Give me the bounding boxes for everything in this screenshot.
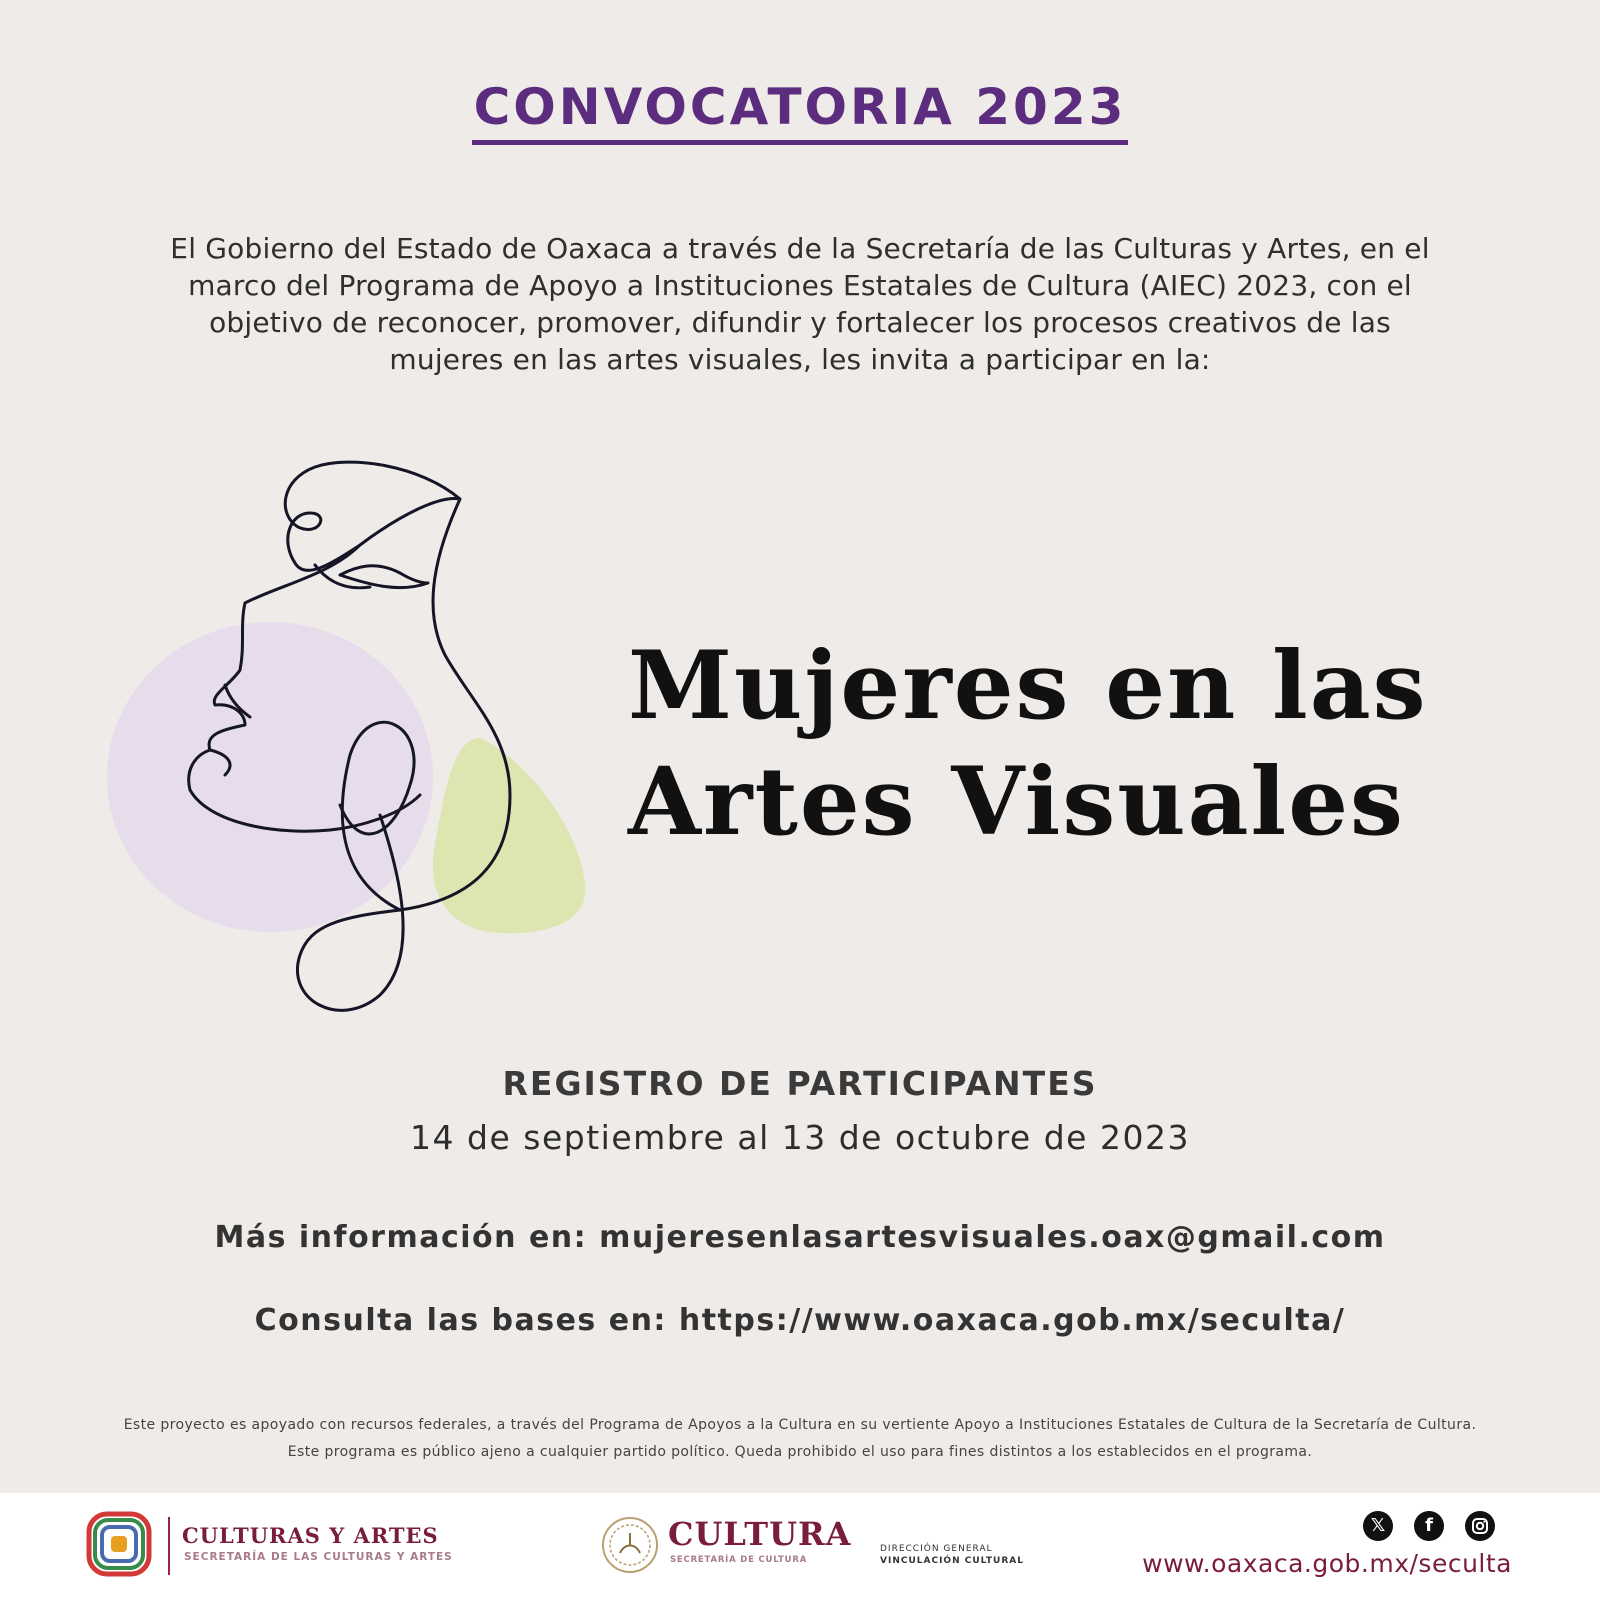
website-link[interactable]: www.oaxaca.gob.mx/seculta [1142,1549,1512,1578]
intro-line: objetivo de reconocer, promover, difundir y fortalecer los procesos creativos de las [209,306,1391,339]
header [0,78,1600,145]
registration-heading: REGISTRO DE PARTICIPANTES [502,1064,1098,1103]
direccion-general-label [880,1543,1024,1567]
more-info-text: Más información en: mujeresenlasartesvisuales.oax@gmail.com [214,1220,1386,1255]
feature-title [628,628,1528,860]
cultura-name: CULTURA [668,1515,852,1553]
footer-bar [0,1493,1600,1600]
green-blob [433,738,586,933]
culturas-y-artes-seal-icon [86,1511,152,1577]
intro-line: marco del Programa de Apoyo a Instituciones Estatales de Cultura (AIEC) 2023, con el [188,269,1412,302]
bases-link-text: Consulta las bases en: https://www.oaxaca.gob.mx/seculta/ [254,1303,1346,1338]
intro-line: El Gobierno del Estado de Oaxaca a través de la Secretaría de las Culturas y Artes, en el [170,232,1430,265]
facebook-icon[interactable]: f [1414,1511,1444,1541]
dg-line: VINCULACIÓN CULTURAL [880,1556,1024,1566]
logo-separator [168,1517,170,1575]
social-icons [1363,1511,1503,1543]
x-icon[interactable]: 𝕏 [1363,1511,1393,1541]
feature-title-line: Artes Visuales [628,747,1405,857]
instagram-icon[interactable] [1465,1511,1495,1541]
registration-dates: 14 de septiembre al 13 de octubre de 2023 [410,1118,1190,1157]
page-title: CONVOCATORIA 2023 [472,78,1129,145]
disclaimer-line: Este proyecto es apoyado con recursos federales, a través del Programa de Apoyos a la Cultura en su vertiente Apoyo a Instituciones Estatales de Cultura de la Secretaría de Cultura. [123,1417,1477,1433]
culturas-y-artes-subtitle: SECRETARÍA DE LAS CULTURAS Y ARTES [184,1551,453,1563]
disclaimer-line: Este programa es público ajeno a cualquier partido político. Queda prohibido el uso para fines distintos a los establecidos en el programa. [287,1444,1313,1460]
national-shield-icon [600,1515,660,1575]
cultura-subtitle: SECRETARÍA DE CULTURA [670,1555,808,1565]
line-art-illustration [100,455,600,1045]
dg-line: DIRECCIÓN GENERAL [880,1544,993,1554]
intro-line: mujeres en las artes visuales, les invita a participar en la: [389,343,1211,376]
feature-title-line: Mujeres en las [628,631,1428,741]
intro-paragraph [110,230,1490,378]
lilac-blob [107,622,433,932]
culturas-y-artes-name: CULTURAS Y ARTES [182,1523,439,1548]
instagram-glyph [1465,1511,1495,1541]
